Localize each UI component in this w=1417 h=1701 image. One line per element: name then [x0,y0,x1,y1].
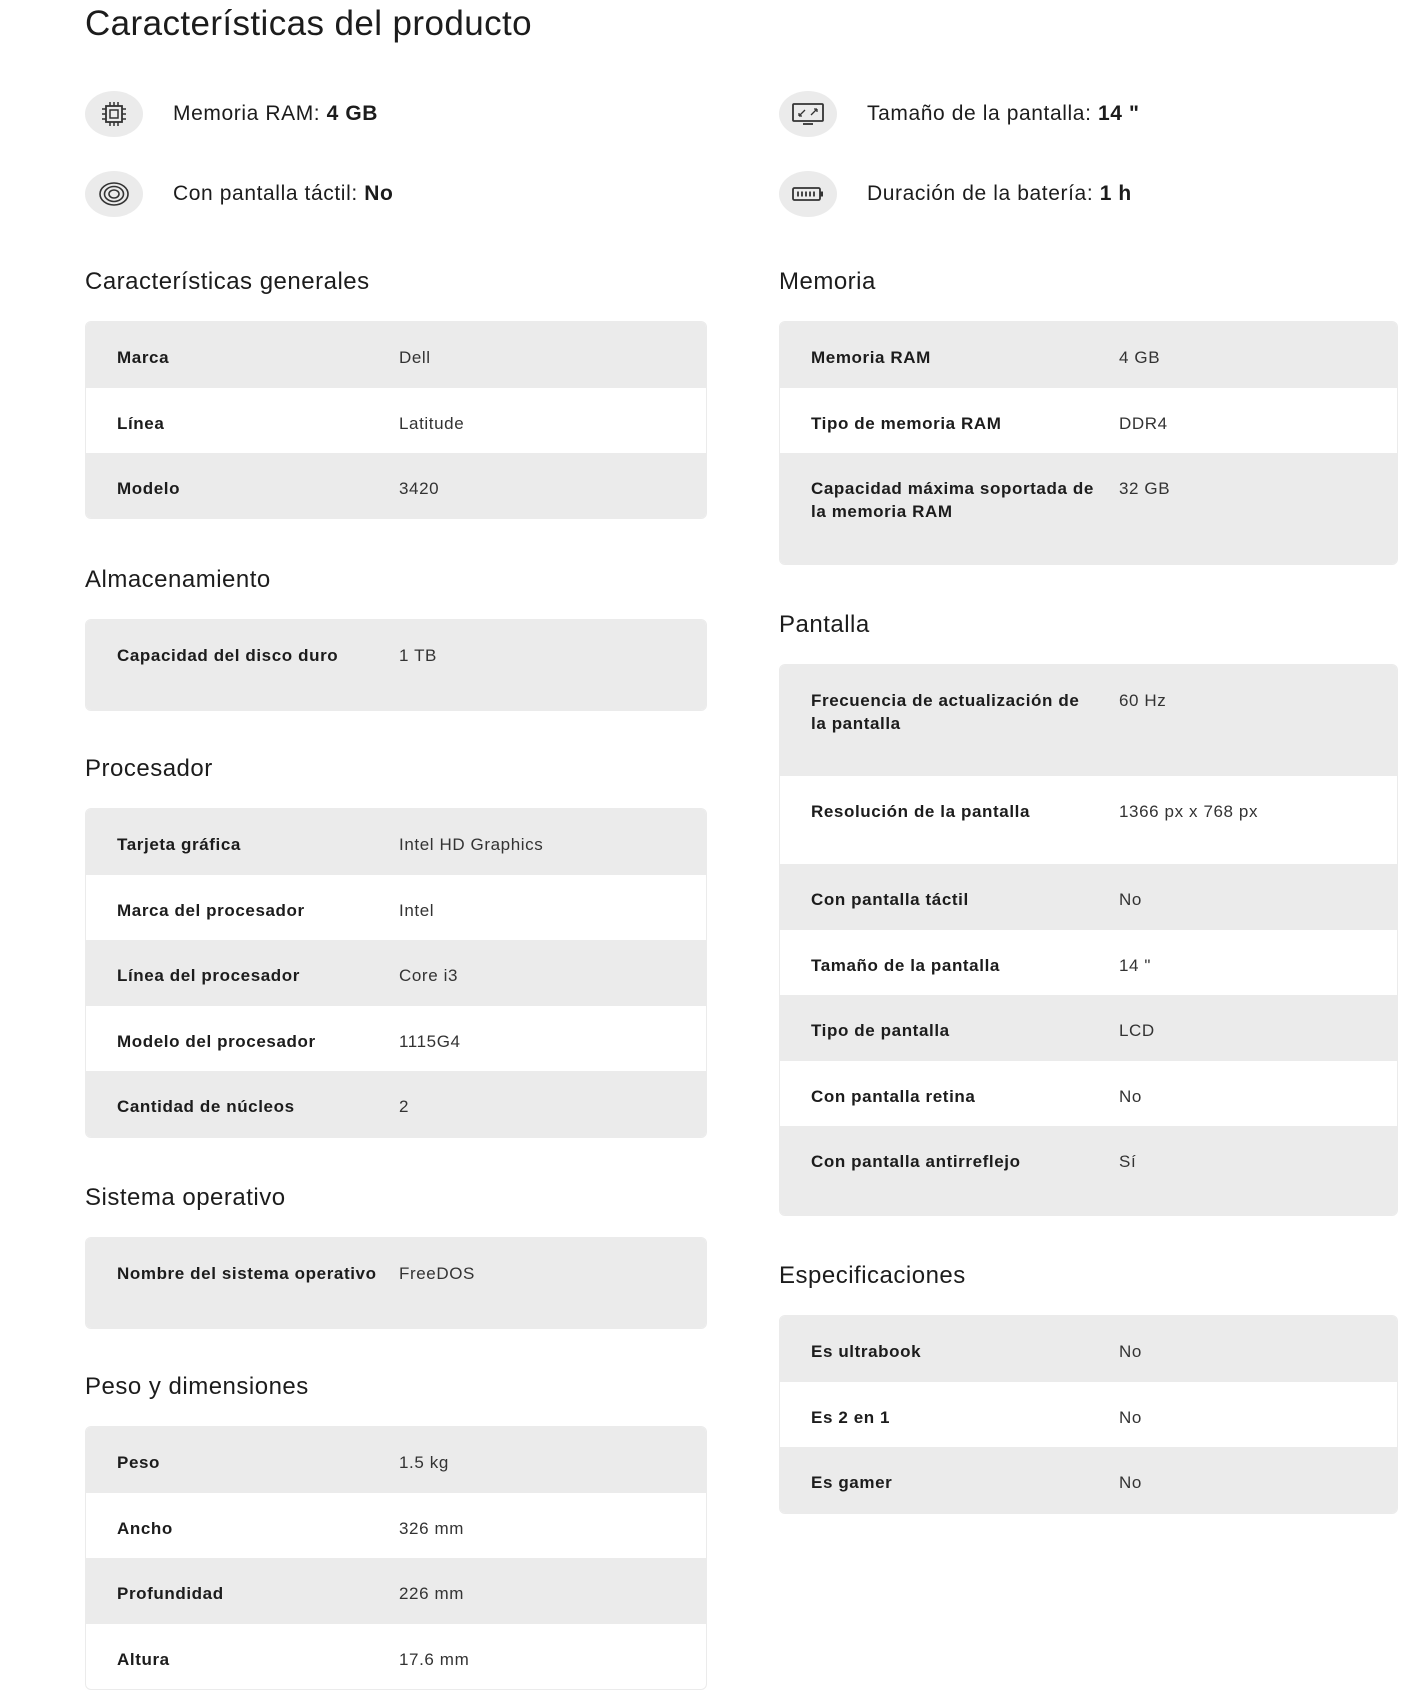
spec-row [86,1427,706,1493]
spec-row [86,809,706,875]
spec-value: 14 " [1119,956,1152,975]
spec-row [86,1558,706,1624]
spec-label: Modelo del procesador [117,1032,316,1051]
spec-table-pantalla [779,664,1398,1216]
highlight-battery [779,171,1132,217]
section-title-peso: Peso y dimensiones [85,1373,309,1400]
section-title-sistema: Sistema operativo [85,1184,286,1211]
spec-label: Ancho [117,1519,173,1538]
spec-value: Latitude [399,414,465,433]
spec-value: 1 TB [399,646,437,665]
memory-chip-icon [85,91,143,137]
highlight-battery-text: Duración de la batería: 1 h [867,182,1132,205]
highlight-ram [85,91,378,137]
spec-value: 60 Hz [1119,691,1167,710]
spec-row [780,864,1397,930]
section-title-especificaciones: Especificaciones [779,1262,966,1289]
section-title-procesador: Procesador [85,755,213,782]
spec-value: 32 GB [1119,479,1171,498]
spec-label: Es ultrabook [811,1342,922,1361]
spec-row [86,875,706,940]
spec-value: No [1119,890,1142,909]
spec-row [780,995,1397,1061]
spec-value: 4 GB [1119,348,1161,367]
spec-row [86,388,706,453]
spec-label: Es 2 en 1 [811,1408,891,1427]
spec-label: Tipo de pantalla [811,1021,950,1040]
spec-value: 1.5 kg [399,1453,449,1472]
spec-row [780,665,1397,776]
spec-row [86,322,706,388]
section-title-almacenamiento: Almacenamiento [85,566,271,593]
spec-label: Altura [117,1650,170,1669]
spec-value: No [1119,1473,1142,1492]
spec-label: Tarjeta gráfica [117,835,241,854]
spec-label: Línea del procesador [117,966,300,985]
spec-row [86,1493,706,1558]
spec-row [86,620,706,710]
spec-label: Nombre del sistema operativo [117,1264,377,1283]
spec-value: No [1119,1408,1142,1427]
spec-value: Core i3 [399,966,459,985]
spec-value: No [1119,1087,1142,1106]
spec-label: Con pantalla antirreflejo [811,1152,1021,1171]
spec-value: 1115G4 [399,1032,461,1051]
spec-label: Modelo [117,479,181,498]
highlight-ram-text: Memoria RAM: 4 GB [173,102,379,125]
spec-value: No [1119,1342,1142,1361]
spec-table-peso [85,1426,707,1690]
spec-label: Cantidad de núcleos [117,1097,295,1116]
spec-value: 2 [399,1097,410,1116]
spec-label: Tipo de memoria RAM [811,414,1002,433]
spec-label: Es gamer [811,1473,893,1492]
spec-label: Peso [117,1453,161,1472]
spec-label: Frecuencia de actualización de la pantalla [811,691,1080,733]
spec-label: Tamaño de la pantalla [811,956,1000,975]
spec-value: 226 mm [399,1584,465,1603]
spec-value: 326 mm [399,1519,465,1538]
section-title-pantalla: Pantalla [779,611,870,638]
highlight-touch [85,171,393,217]
spec-table-sistema [85,1237,707,1329]
battery-icon [779,171,837,217]
page-title: Características del producto [85,4,532,43]
highlight-touch-text: Con pantalla táctil: No [173,182,394,205]
spec-label: Marca del procesador [117,901,305,920]
spec-label: Capacidad del disco duro [117,646,339,665]
spec-table-especificaciones [779,1315,1398,1514]
spec-label: Línea [117,414,165,433]
spec-value: 17.6 mm [399,1650,470,1669]
spec-row [780,1447,1397,1513]
spec-table-almacenamiento [85,619,707,711]
spec-table-memoria [779,321,1398,565]
screen-size-icon [779,91,837,137]
spec-row [780,388,1397,453]
spec-table-generales [85,321,707,519]
touch-screen-icon [85,171,143,217]
spec-row [780,930,1397,995]
spec-label: Profundidad [117,1584,224,1603]
spec-label: Marca [117,348,170,367]
spec-value: 1366 px x 768 px [1119,802,1259,821]
spec-label: Memoria RAM [811,348,931,367]
spec-row [86,1071,706,1137]
spec-value: FreeDOS [399,1264,475,1283]
spec-value: Intel HD Graphics [399,835,544,854]
spec-row [780,322,1397,388]
spec-table-procesador [85,808,707,1138]
spec-row [86,940,706,1006]
section-title-memoria: Memoria [779,268,876,295]
spec-row [86,1624,706,1689]
spec-label: Con pantalla retina [811,1087,976,1106]
spec-row [780,1061,1397,1126]
spec-value: 3420 [399,479,440,498]
spec-value: DDR4 [1119,414,1168,433]
spec-label: Capacidad máxima soportada de la memoria RAM [811,479,1094,521]
spec-value: LCD [1119,1021,1155,1040]
spec-row [86,453,706,518]
spec-label: Resolución de la pantalla [811,802,1031,821]
spec-row [86,1006,706,1071]
spec-row [780,776,1397,864]
spec-value: Sí [1119,1152,1137,1171]
spec-value: Intel [399,901,435,920]
spec-row [780,453,1397,564]
spec-value: Dell [399,348,431,367]
spec-label: Con pantalla táctil [811,890,969,909]
spec-row [86,1238,706,1328]
section-title-generales: Características generales [85,268,370,295]
spec-row [780,1382,1397,1447]
spec-row [780,1126,1397,1215]
spec-row [780,1316,1397,1382]
highlight-screen-size [779,91,1140,137]
highlight-screen-size-text: Tamaño de la pantalla: 14 " [867,102,1140,125]
